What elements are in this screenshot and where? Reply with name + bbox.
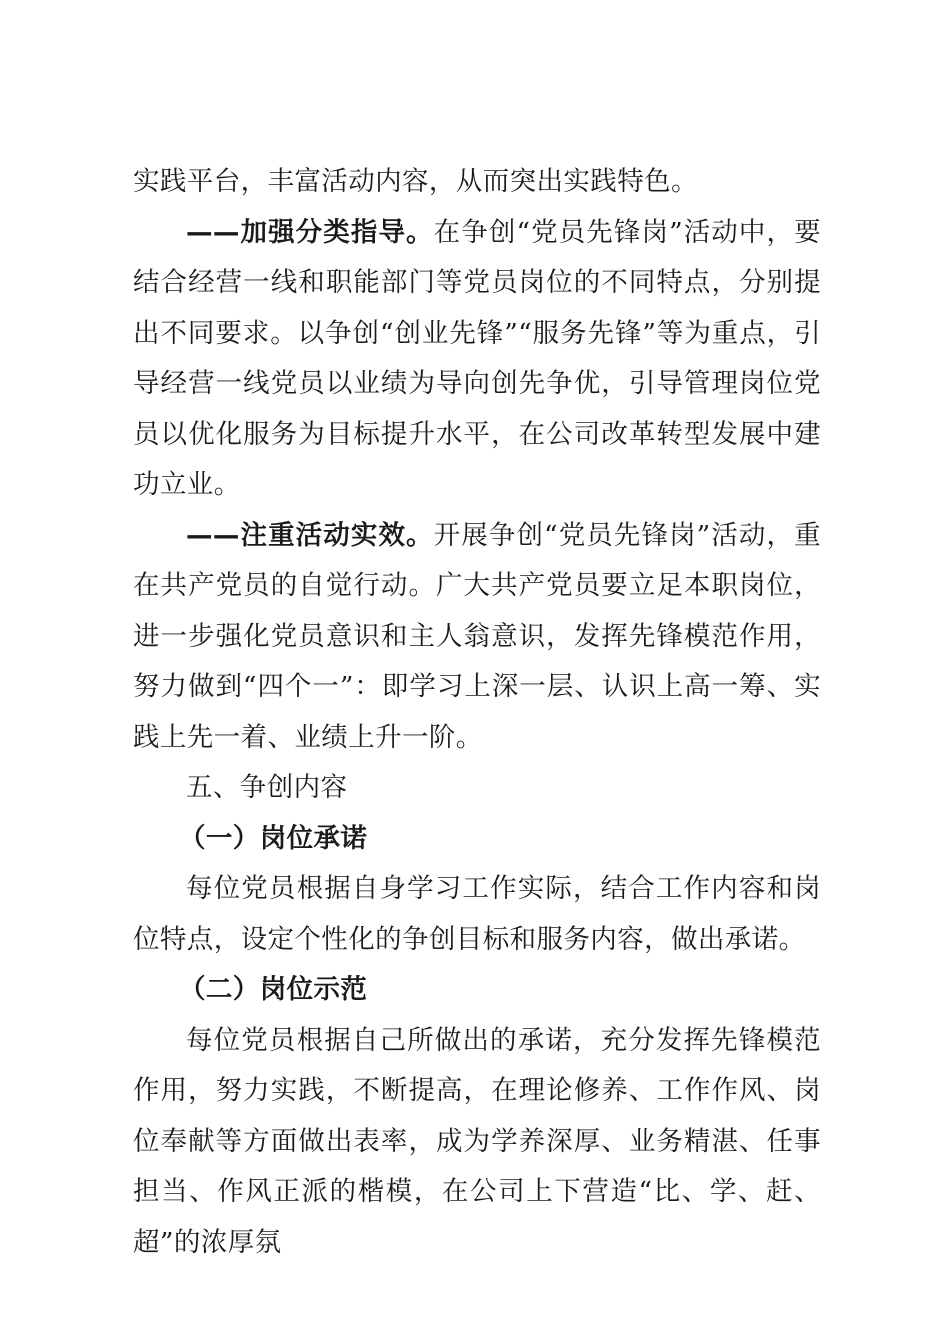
section-heading-contents: 五、争创内容	[186, 772, 348, 803]
paragraph-practice-platform: 实践平台，丰富活动内容，从而突出实践特色。	[133, 166, 698, 197]
document-page	[133, 157, 821, 1268]
paragraph-post-demonstration: 每位党员根据自己所做出的承诺，充分发挥先锋模范作用，努力实践，不断提高，在理论修养、工作作风、岗位奉献等方面做出表率，成为学养深厚、业务精湛、任事担当、作风正派的楷模，在公司上下营造“比、学、赶、超”的浓厚氛	[133, 1024, 821, 1258]
paragraph-lead-classified-guidance: ——加强分类指导。	[186, 216, 434, 248]
paragraph-lead-activity-effectiveness: ——注重活动实效。	[186, 519, 434, 551]
paragraph-body-activity-effectiveness: 开展争创“党员先锋岗”活动，重在共产党员的自觉行动。广大共产党员要立足本职岗位，进一步强化党员意识和主人翁意识，发挥先锋模范作用，努力做到“四个一”：即学习上深一层、认识上高一筹、实践上先一着、业绩上升一阶。	[133, 519, 821, 753]
paragraph-body-classified-guidance: 在争创“党员先锋岗”活动中，要结合经营一线和职能部门等党员岗位的不同特点，分别提出不同要求。以争创“创业先锋”“服务先锋”等为重点，引导经营一线党员以业绩为导向创先争优，引导管理岗位党员以优化服务为目标提升水平，在公司改革转型发展中建功立业。	[133, 216, 821, 500]
paragraph-activity-effectiveness	[133, 511, 821, 764]
subheading-post-commitment: （一）岗位承诺	[179, 822, 368, 854]
paragraph-post-commitment: 每位党员根据自身学习工作实际，结合工作内容和岗位特点，设定个性化的争创目标和服务内容，做出承诺。	[133, 873, 821, 955]
paragraph-classified-guidance	[133, 208, 821, 511]
subheading-post-demonstration: （二）岗位示范	[179, 974, 368, 1005]
